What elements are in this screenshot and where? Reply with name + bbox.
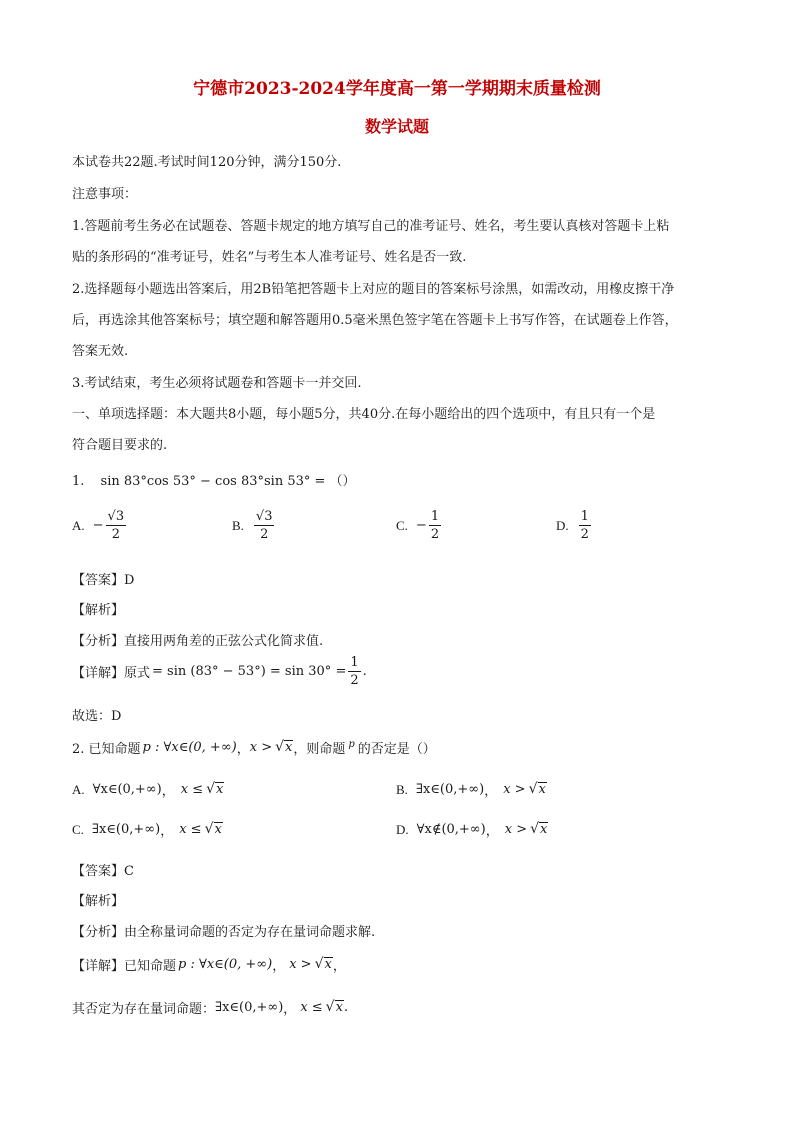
option-c-fraction bbox=[429, 510, 441, 541]
option-a-denominator: 2 bbox=[111, 527, 120, 542]
q2-option-b-label: B. bbox=[396, 781, 408, 797]
q2-option-d-sqrt: √ x bbox=[530, 820, 548, 837]
note-1-line-1: 1.答题前考生务必在试题卷、答题卡规定的地方填写自己的准考证号、姓名，考生要认真核对答题卡上粘 bbox=[72, 219, 670, 234]
q2-answer-label: 【答案】 bbox=[72, 864, 125, 879]
q2-option-d-label: D. bbox=[396, 821, 409, 837]
detail-end: . bbox=[362, 664, 367, 679]
question-1-fenxi bbox=[72, 630, 323, 649]
question-2-option-b: B. ∃x∈(0,+∞) ， x > √ x bbox=[396, 780, 546, 799]
q2-stem-inequality: x > bbox=[249, 740, 273, 755]
option-c-denominator: 2 bbox=[430, 527, 440, 542]
q2-stem-proposition: p : ∀x∈(0, +∞) bbox=[142, 740, 237, 755]
option-d-denominator: 2 bbox=[580, 527, 589, 542]
option-a-fraction bbox=[106, 510, 127, 541]
q2-detail-label: 【详解】 bbox=[72, 959, 125, 974]
q2-stem-comma: ， bbox=[236, 742, 250, 757]
option-c-sign: − bbox=[415, 518, 427, 533]
option-a-label: A. bbox=[72, 517, 85, 533]
section-1-line-1: 一、单项选择题：本大题共8小题，每小题5分，共40分.在每小题给出的四个选项中，有且只有一个是 bbox=[72, 407, 656, 422]
question-2-detail: 【详解】 已知命题 p : ∀x∈(0, +∞) ， x > √ x ， bbox=[72, 955, 346, 974]
q2-answer-value: C bbox=[124, 864, 134, 879]
q2-option-a-radicand: x bbox=[216, 781, 224, 797]
option-d-fraction bbox=[579, 510, 591, 541]
exam-subtitle: 数学试题 bbox=[364, 117, 429, 136]
q2-negation-sqrt: √ x bbox=[325, 998, 343, 1015]
question-2-fenxi bbox=[72, 921, 375, 940]
q2-detail-proposition: p : ∀x∈(0, +∞) bbox=[178, 957, 273, 972]
q2-option-d-set: ∀x∉(0,+∞) bbox=[416, 822, 486, 837]
option-d-numerator: 1 bbox=[580, 509, 589, 524]
q2-fenxi-label: 【分析】 bbox=[72, 925, 125, 940]
detail-prefix: 原式 bbox=[124, 666, 151, 681]
option-d-label: D. bbox=[556, 517, 569, 533]
q2-stem-sqrt: √ x bbox=[275, 738, 293, 755]
question-1-conclusion: 故选：D bbox=[72, 709, 122, 724]
answer-value: D bbox=[124, 573, 135, 588]
question-2-analysis-label: 【解析】 bbox=[72, 894, 125, 909]
q2-option-b-set: ∃x∈(0,+∞) bbox=[415, 782, 485, 797]
note-1-line-2: 贴的条形码的“准考证号，姓名”与考生本人准考证号、姓名是否一致. bbox=[72, 250, 467, 265]
q2-stem-suffix: ，则命题 bbox=[293, 742, 346, 757]
q2-option-d-inequality: x > bbox=[504, 822, 528, 837]
question-1-option-b bbox=[232, 510, 276, 541]
q2-option-b-inequality: x > bbox=[503, 782, 526, 797]
detail-label: 【详解】 bbox=[72, 666, 125, 681]
exam-title: 宁德市2023-2024学年度高一第一学期期末质量检测 bbox=[193, 79, 601, 99]
question-1-detail bbox=[72, 656, 367, 687]
option-c-numerator: 1 bbox=[430, 509, 440, 524]
option-b-numerator: √3 bbox=[255, 509, 273, 524]
note-2-line-1: 2.选择题每小题选出答案后，用2B铅笔把答题卡上对应的题目的答案标号涂黑，如需改动，用橡皮擦干净 bbox=[72, 282, 675, 297]
detail-expression: = sin (83° − 53°) = sin 30° = bbox=[152, 664, 347, 679]
note-2-line-3: 答案无效. bbox=[72, 344, 129, 359]
fenxi-label: 【分析】 bbox=[72, 634, 125, 649]
q2-option-a-label: A. bbox=[72, 781, 85, 797]
q2-option-b-sqrt: √ x bbox=[528, 780, 546, 797]
q2-stem-p: p bbox=[348, 739, 355, 750]
option-b-denominator: 2 bbox=[260, 527, 269, 542]
question-1-option-d bbox=[556, 510, 593, 541]
note-2-line-2: 后，再选涂其他答案标号；填空题和解答题用0.5毫米黑色签字笔在答题卡上书写作答，在试题卷上作答， bbox=[72, 313, 678, 328]
detail-numerator: 1 bbox=[350, 655, 359, 670]
question-2-option-c: C. ∃x∈(0,+∞) ， x ≤ √ x bbox=[72, 820, 222, 839]
option-a-numerator: √3 bbox=[107, 509, 125, 524]
intro-line: 本试卷共22题.考试时间120分钟，满分150分. bbox=[72, 155, 342, 170]
q2-detail-radicand: x bbox=[324, 956, 332, 972]
note-3-line: 3.考试结束，考生必须将试题卷和答题卡一并交回. bbox=[72, 376, 362, 391]
detail-fraction bbox=[348, 656, 360, 687]
question-1-analysis-label: 【解析】 bbox=[72, 603, 125, 618]
q2-option-c-set: ∃x∈(0,+∞) bbox=[91, 822, 161, 837]
q2-negation-text: 其否定为存在量词命题： bbox=[72, 1002, 216, 1017]
answer-label: 【答案】 bbox=[72, 573, 125, 588]
question-1-stem bbox=[72, 470, 356, 489]
q2-option-b-radicand: x bbox=[538, 781, 546, 797]
question-1-expression: sin 83°cos 53° − cos 83°sin 53° = （） bbox=[100, 474, 356, 489]
q2-option-c-sqrt: √ x bbox=[204, 820, 222, 837]
q2-negation-inequality: x ≤ bbox=[300, 1000, 323, 1015]
option-c-label: C. bbox=[396, 517, 408, 533]
detail-denominator: 2 bbox=[350, 673, 359, 688]
q2-fenxi-text: 由全称量词命题的否定为存在量词命题求解. bbox=[124, 925, 376, 940]
q2-option-a-sqrt: √ x bbox=[206, 780, 224, 797]
q2-detail-inequality: x > bbox=[289, 957, 312, 972]
q2-negation-radicand: x bbox=[335, 999, 343, 1015]
q2-stem-prefix: 2. 已知命题 bbox=[72, 742, 141, 757]
question-2-negation: 其否定为存在量词命题： ∃x∈(0,+∞) ， x ≤ √ x . bbox=[72, 998, 349, 1017]
question-2-answer bbox=[72, 860, 134, 879]
q2-option-c-inequality: x ≤ bbox=[179, 822, 202, 837]
question-2-option-d: D. ∀x∉(0,+∞) ， x > √ x bbox=[396, 820, 548, 839]
option-a-sign: − bbox=[92, 518, 104, 533]
question-2-stem bbox=[72, 738, 436, 757]
q2-option-a-inequality: x ≤ bbox=[180, 782, 204, 797]
q2-negation-set: ∃x∈(0,+∞) bbox=[215, 1000, 284, 1015]
fenxi-text: 直接用两角差的正弦公式化简求值. bbox=[124, 634, 324, 649]
q2-option-c-label: C. bbox=[72, 821, 84, 837]
q2-option-a-set: ∀x∈(0,+∞) bbox=[92, 782, 162, 797]
question-1-option-a bbox=[72, 510, 128, 541]
notes-heading: 注意事项： bbox=[72, 187, 138, 202]
q2-detail-sqrt: √ x bbox=[314, 955, 332, 972]
q2-stem-tail: 的否定是（） bbox=[357, 742, 436, 757]
question-1-number: 1. bbox=[72, 474, 85, 489]
question-2-option-a: A. ∀x∈(0,+∞) ， x ≤ √ x bbox=[72, 780, 224, 799]
question-1-answer bbox=[72, 569, 134, 588]
option-b-fraction bbox=[254, 510, 275, 541]
q2-detail-text: 已知命题 bbox=[124, 959, 177, 974]
question-1-option-c bbox=[396, 510, 443, 541]
option-b-label: B. bbox=[232, 517, 244, 533]
q2-option-c-radicand: x bbox=[214, 821, 222, 837]
q2-stem-radicand: x bbox=[285, 739, 293, 755]
q2-option-d-radicand: x bbox=[540, 821, 548, 837]
section-1-line-2: 符合题目要求的. bbox=[72, 438, 168, 453]
